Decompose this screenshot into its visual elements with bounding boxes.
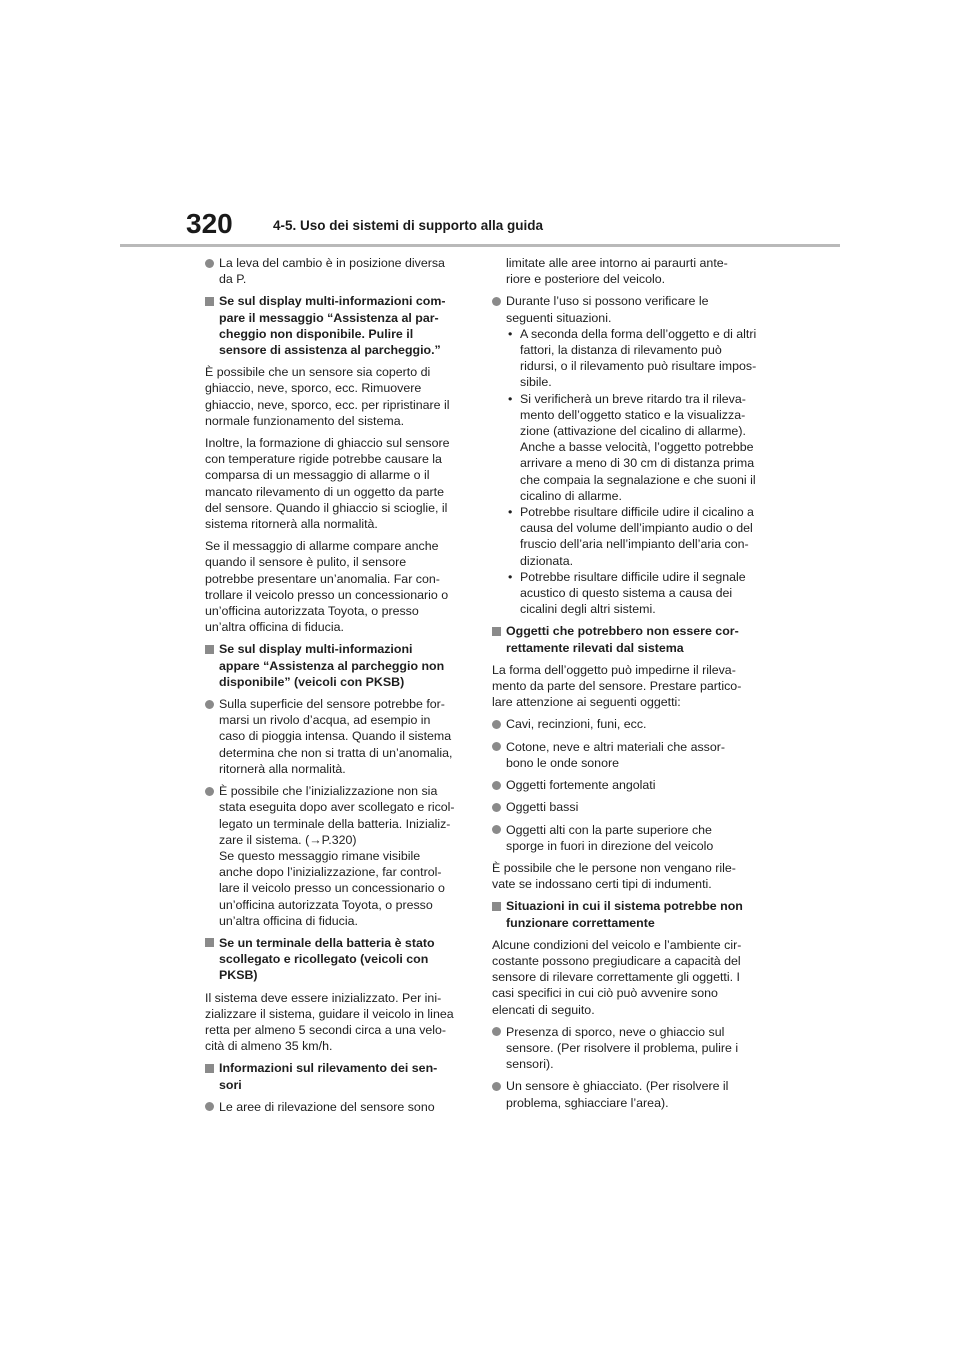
round-bullet-icon bbox=[205, 787, 214, 796]
square-bullet-icon bbox=[205, 645, 214, 654]
text-line: bono le onde sonore bbox=[506, 755, 619, 770]
text-line: sensore di rilevare correttamente gli oggetti. I bbox=[492, 970, 740, 985]
text-lines bbox=[520, 326, 757, 391]
text-line: lare attenzione ai seguenti oggetti: bbox=[492, 695, 681, 710]
dot-bullet-icon: • bbox=[508, 326, 513, 341]
text-line: sensore di assistenza al parcheggio.” bbox=[219, 343, 441, 358]
bullet-text bbox=[506, 799, 754, 815]
text-lines bbox=[219, 935, 467, 984]
round-bullet-icon bbox=[492, 742, 501, 751]
text-line: cità di almeno 35 km/h. bbox=[205, 1039, 333, 1054]
continued-text bbox=[492, 255, 754, 287]
text-line: comparsa di un messaggio di allarme o il bbox=[205, 468, 430, 483]
bullet-text bbox=[506, 716, 754, 732]
bullet-item bbox=[492, 799, 754, 815]
text-line: scollegato e ricollegato (veicoli con bbox=[219, 952, 429, 967]
paragraph bbox=[205, 538, 467, 635]
text-line: sporge in fuori in direzione del veicolo bbox=[506, 838, 714, 853]
text-line: Cotone, neve e altri materiali che assor- bbox=[506, 739, 726, 754]
heading-text bbox=[506, 623, 754, 655]
text-line: seguenti situazioni. bbox=[506, 310, 612, 325]
text-line: marsi un rivolo d’acqua, ad esempio in bbox=[219, 713, 431, 728]
text-line: caso di pioggia intensa. Quando il sistema bbox=[219, 729, 452, 744]
text-lines bbox=[205, 364, 467, 429]
bullet-text bbox=[506, 822, 754, 854]
text-line: mento da parte del sensore. Prestare partico- bbox=[492, 679, 742, 694]
text-lines bbox=[492, 662, 754, 711]
bullet-text bbox=[219, 696, 467, 777]
paragraph bbox=[205, 435, 467, 532]
text-line: sensore. (Per risolvere il problema, pulire i bbox=[506, 1040, 739, 1055]
text-line: appare “Assistenza al parcheggio non bbox=[219, 658, 445, 673]
sub-list bbox=[506, 326, 757, 618]
text-line: legato un terminale della batteria. Inizializ- bbox=[219, 816, 451, 831]
text-lines bbox=[520, 569, 754, 618]
bullet-text bbox=[219, 783, 467, 929]
heading-text bbox=[219, 293, 467, 358]
sub-item bbox=[506, 326, 757, 391]
text-line: normale funzionamento del sistema. bbox=[205, 413, 405, 428]
bullet-text bbox=[506, 1024, 754, 1073]
subsection-heading bbox=[492, 623, 754, 655]
text-line: Sulla superficie del sensore potrebbe for- bbox=[219, 697, 445, 712]
text-lines bbox=[219, 641, 467, 690]
text-lines bbox=[520, 504, 754, 569]
text-line: Oggetti bassi bbox=[506, 800, 579, 815]
text-line: ghiaccio, neve, sporco, ecc. Rimuovere bbox=[205, 381, 422, 396]
text-line: zializzare il sistema, guidare il veicolo in linea bbox=[205, 1006, 454, 1021]
square-bullet-icon bbox=[205, 1064, 214, 1073]
text-lines bbox=[219, 696, 467, 777]
square-bullet-icon bbox=[205, 938, 214, 947]
text-line: È possibile che le persone non vengano rile- bbox=[492, 860, 736, 875]
text-line: dizionata. bbox=[520, 553, 574, 568]
text-line: Informazioni sul rilevamento dei sen- bbox=[219, 1061, 438, 1076]
text-lines bbox=[506, 822, 754, 854]
section-title: 4-5. Uso dei sistemi di supporto alla guida bbox=[273, 218, 544, 233]
text-line: ghiaccio, neve, sporco, ecc. per ripristinare il bbox=[205, 397, 450, 412]
text-line: anche dopo l’inizializzazione, far control- bbox=[219, 865, 442, 880]
text-line: un’altra officina di fiducia. bbox=[205, 620, 344, 635]
text-line: Anche a basse velocità, l’oggetto potrebbe bbox=[520, 440, 754, 455]
paragraph bbox=[205, 364, 467, 429]
text-lines bbox=[506, 898, 754, 930]
paragraph bbox=[492, 860, 754, 892]
text-line: che compaia la segnalazione e che suoni il bbox=[520, 472, 756, 487]
text-lines bbox=[506, 293, 754, 325]
text-line: sistema ritornerà alla normalità. bbox=[205, 517, 378, 532]
text-line: problema, sghiacciare l’area). bbox=[506, 1095, 669, 1110]
text-line: Presenza di sporco, neve o ghiaccio sul bbox=[506, 1024, 725, 1039]
text-lines bbox=[219, 293, 467, 358]
heading-text bbox=[219, 935, 467, 984]
text-line: casi specifici in cui ciò può avvenire sono bbox=[492, 986, 718, 1001]
text-line: potrebbe presentare un’anomalia. Far con- bbox=[205, 571, 440, 586]
text-line: disponibile” (veicoli con PKSB) bbox=[219, 674, 405, 689]
text-line: È possibile che l’inizializzazione non sia bbox=[219, 784, 438, 799]
bullet-item bbox=[492, 739, 754, 771]
text-lines bbox=[492, 937, 754, 1018]
bullet-item bbox=[492, 1078, 754, 1110]
text-line: A seconda della forma dell’oggetto e di altri bbox=[520, 326, 757, 341]
text-line: cheggio non disponibile. Pulire il bbox=[219, 326, 414, 341]
text-line: Se sul display multi-informazioni bbox=[219, 642, 413, 657]
heading-text bbox=[506, 898, 754, 930]
left-column bbox=[205, 255, 467, 1121]
text-line: pare il messaggio “Assistenza al par- bbox=[219, 310, 439, 325]
text-line: Oggetti alti con la parte superiore che bbox=[506, 822, 712, 837]
round-bullet-icon bbox=[492, 720, 501, 729]
subsection-heading bbox=[205, 641, 467, 690]
text-lines bbox=[506, 716, 754, 732]
round-bullet-icon bbox=[205, 700, 214, 709]
round-bullet-icon bbox=[492, 803, 501, 812]
text-line: mancato rilevamento di un oggetto da parte bbox=[205, 484, 445, 499]
text-lines bbox=[506, 255, 754, 287]
paragraph bbox=[205, 990, 467, 1055]
text-line: cicalini degli altri sistemi. bbox=[520, 602, 656, 617]
text-line: La forma dell’oggetto può impedirne il rileva- bbox=[492, 662, 736, 677]
page-header bbox=[0, 0, 960, 260]
text-line: limitate alle aree intorno ai paraurti ante- bbox=[506, 256, 728, 270]
text-line: Situazioni in cui il sistema potrebbe non bbox=[506, 899, 743, 914]
dot-bullet-icon: • bbox=[508, 391, 513, 406]
text-line: zare il sistema. (→P.320) bbox=[219, 832, 357, 847]
text-line: rettamente rilevati dal sistema bbox=[506, 640, 684, 655]
bullet-text bbox=[219, 1099, 467, 1115]
text-line: cicalino di allarme. bbox=[520, 488, 622, 503]
bullet-item bbox=[492, 822, 754, 854]
text-line: PKSB) bbox=[219, 968, 258, 983]
bullet-item bbox=[205, 255, 467, 287]
round-bullet-icon bbox=[205, 259, 214, 268]
text-line: Le aree di rilevazione del sensore sono bbox=[219, 1099, 435, 1114]
dot-bullet-icon: • bbox=[508, 505, 513, 520]
text-line: fattori, la distanza di rilevamento può bbox=[520, 343, 722, 358]
text-line: Se il messaggio di allarme compare anche bbox=[205, 539, 439, 554]
text-line: Cavi, recinzioni, funi, ecc. bbox=[506, 717, 647, 732]
text-line: lare il veicolo presso un concessionario o bbox=[219, 881, 445, 896]
round-bullet-icon bbox=[492, 1027, 501, 1036]
text-line: riore e posteriore del veicolo. bbox=[506, 272, 666, 287]
text-lines bbox=[506, 623, 754, 655]
bullet-item bbox=[492, 293, 757, 617]
text-line: Se questo messaggio rimane visibile bbox=[219, 848, 421, 863]
text-line: Se sul display multi-informazioni com- bbox=[219, 294, 446, 309]
text-line: Un sensore è ghiacciato. (Per risolvere il bbox=[506, 1079, 729, 1094]
text-line: un’officina autorizzata Toyota, o presso bbox=[205, 604, 419, 619]
text-lines bbox=[219, 255, 467, 287]
text-line: sori bbox=[219, 1077, 242, 1092]
square-bullet-icon bbox=[205, 297, 214, 306]
square-bullet-icon bbox=[492, 627, 501, 636]
sub-item bbox=[506, 504, 754, 569]
heading-text bbox=[219, 1060, 467, 1092]
round-bullet-icon bbox=[492, 1082, 501, 1091]
text-line: mento dell’oggetto statico e la visualizza- bbox=[520, 407, 746, 422]
text-line: arrivare a meno di 30 cm di distanza prima bbox=[520, 456, 755, 471]
subsection-heading bbox=[492, 898, 754, 930]
text-lines bbox=[506, 1078, 754, 1110]
text-lines bbox=[506, 777, 754, 793]
text-line: acustico di questo sistema a causa dei bbox=[520, 586, 733, 601]
round-bullet-icon bbox=[492, 297, 501, 306]
text-line: da P. bbox=[219, 272, 247, 287]
square-bullet-icon bbox=[492, 902, 501, 911]
text-line: costante possono pregiudicare a capacità del bbox=[492, 953, 741, 968]
dot-bullet-icon: • bbox=[508, 569, 513, 584]
text-line: Alcune condizioni del veicolo e l’ambiente cir- bbox=[492, 937, 742, 952]
text-lines bbox=[205, 538, 467, 635]
text-line: determina che non si tratta di un’anomalia, bbox=[219, 745, 453, 760]
subsection-heading bbox=[205, 935, 467, 984]
text-line: ritornerà alla normalità. bbox=[219, 761, 346, 776]
text-line: ridursi, o il rilevamento può risultare impos- bbox=[520, 359, 757, 374]
text-line: Oggetti che potrebbero non essere cor- bbox=[506, 624, 739, 639]
text-line: Il sistema deve essere inizializzato. Per ini- bbox=[205, 990, 442, 1005]
text-line: quando il sensore è pulito, il sensore bbox=[205, 555, 407, 570]
sub-item bbox=[506, 569, 754, 618]
text-lines bbox=[219, 1060, 467, 1092]
text-line: La leva del cambio è in posizione diversa bbox=[219, 256, 445, 270]
bullet-text bbox=[219, 255, 467, 287]
bullet-item bbox=[205, 696, 467, 777]
text-line: sensori). bbox=[506, 1057, 554, 1072]
text-line: Si verificherà un breve ritardo tra il rileva- bbox=[520, 391, 746, 406]
bullet-text bbox=[506, 739, 754, 771]
text-line: trollare il veicolo presso un concessionario o bbox=[205, 587, 449, 602]
text-lines bbox=[492, 860, 754, 892]
text-line: Inoltre, la formazione di ghiaccio sul sensore bbox=[205, 436, 450, 451]
text-lines bbox=[219, 783, 467, 929]
bullet-text bbox=[506, 1078, 754, 1110]
text-line: retta per almeno 5 secondi circa a una velo- bbox=[205, 1022, 447, 1037]
right-column bbox=[492, 255, 757, 1117]
text-line: un’altra officina di fiducia. bbox=[219, 913, 358, 928]
subsection-heading bbox=[205, 1060, 467, 1092]
text-line: causa del volume dell’impianto audio o del bbox=[520, 521, 753, 536]
heading-text bbox=[219, 641, 467, 690]
round-bullet-icon bbox=[492, 825, 501, 834]
text-lines bbox=[506, 739, 754, 771]
text-lines bbox=[506, 799, 754, 815]
text-lines bbox=[506, 1024, 754, 1073]
text-line: del sensore. Quando il ghiaccio si scioglie, il bbox=[205, 500, 448, 515]
bullet-item bbox=[492, 777, 754, 793]
text-line: Oggetti fortemente angolati bbox=[506, 778, 656, 793]
text-line: vate se indossano certi tipi di indumenti. bbox=[492, 877, 712, 892]
text-line: Potrebbe risultare difficile udire il segnale bbox=[520, 569, 746, 584]
text-lines bbox=[205, 990, 467, 1055]
text-line: elencati di seguito. bbox=[492, 1002, 595, 1017]
text-line: fruscio dell’aria nell’impianto dell’aria con- bbox=[520, 537, 749, 552]
text-lines bbox=[205, 435, 467, 532]
paragraph bbox=[492, 662, 754, 711]
subsection-heading bbox=[205, 293, 467, 358]
text-line: Potrebbe risultare difficile udire il cicalino a bbox=[520, 505, 754, 520]
text-line: È possibile che un sensore sia coperto di bbox=[205, 365, 431, 380]
text-lines bbox=[520, 391, 754, 504]
sub-item bbox=[506, 391, 754, 504]
round-bullet-icon bbox=[492, 781, 501, 790]
text-line: funzionare correttamente bbox=[506, 915, 655, 930]
text-lines bbox=[219, 1099, 467, 1115]
text-line: zione (attivazione del cicalino di allarme). bbox=[520, 424, 746, 439]
bullet-text bbox=[506, 777, 754, 793]
text-line: con temperature rigide potrebbe causare la bbox=[205, 452, 442, 467]
text-line: un’officina autorizzata Toyota, o presso bbox=[219, 897, 433, 912]
page-number: 320 bbox=[186, 208, 233, 239]
text-line: stata eseguita dopo aver scollegato e ricol- bbox=[219, 800, 455, 815]
bullet-item bbox=[205, 1099, 467, 1115]
bullet-item bbox=[492, 1024, 754, 1073]
text-line: Durante l’uso si possono verificare le bbox=[506, 294, 709, 309]
bullet-text bbox=[506, 293, 754, 325]
bullet-item bbox=[492, 716, 754, 732]
text-line: sibile. bbox=[520, 375, 552, 390]
text-line: Se un terminale della batteria è stato bbox=[219, 935, 435, 950]
round-bullet-icon bbox=[205, 1102, 214, 1111]
header-divider bbox=[120, 244, 840, 247]
paragraph bbox=[492, 937, 754, 1018]
bullet-item bbox=[205, 783, 467, 929]
